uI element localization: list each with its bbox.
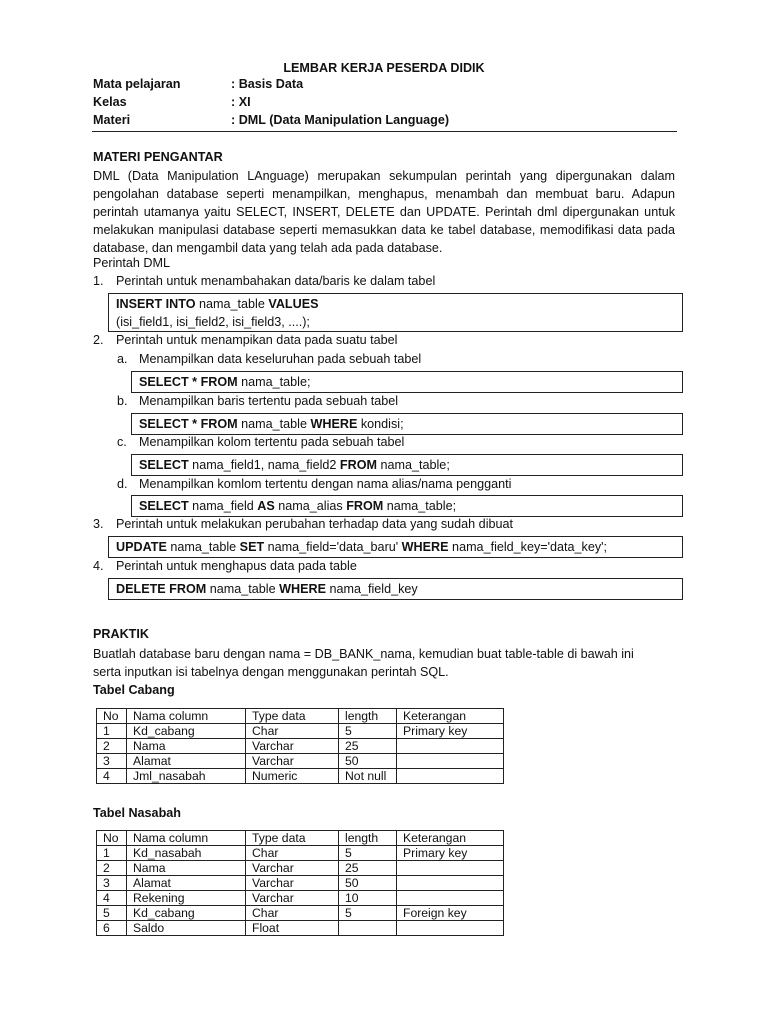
sql-text: nama_alias [274, 499, 347, 513]
praktik-heading: PRAKTIK [93, 627, 149, 641]
table-cell: Char [246, 724, 339, 739]
sql-keyword: INSERT INTO [116, 297, 196, 311]
meta-row-class [93, 95, 653, 109]
table-cell: Char [246, 906, 339, 921]
table-header-row [97, 831, 504, 846]
table-cell: 50 [339, 876, 397, 891]
sql-keyword: WHERE [310, 417, 358, 431]
table-cell: Primary key [397, 724, 504, 739]
table-cell: Not null [339, 769, 397, 784]
code-box-select-alias [131, 495, 683, 517]
table-row [97, 876, 504, 891]
sql-text: nama_field_key='data_key'; [448, 540, 608, 554]
sql-text: nama_table; [377, 458, 450, 472]
meta-row-subject [93, 77, 653, 91]
sql-keyword: DELETE FROM [116, 582, 207, 596]
table-row [97, 861, 504, 876]
sql-text: nama_table; [237, 375, 311, 389]
table-cell [397, 754, 504, 769]
meta-value: : XI [231, 95, 251, 109]
table-cell: Kd_cabang [127, 906, 246, 921]
table-cell: 25 [339, 739, 397, 754]
sql-keyword: SELECT * FROM [139, 375, 238, 389]
meta-row-topic [93, 113, 653, 127]
header-cell: Keterangan [397, 831, 504, 846]
table-cell: 5 [339, 724, 397, 739]
praktik-instruction-line1: Buatlah database baru dengan nama = DB_BANK_nama, kemudian buat table-table di bawah ini [93, 647, 634, 661]
table-cell [397, 891, 504, 906]
list-number: 3. [93, 517, 104, 531]
page-title: LEMBAR KERJA PESERDA DIDIK [283, 61, 485, 75]
table-cell: Varchar [246, 739, 339, 754]
table-cell [397, 739, 504, 754]
sub-item-d [117, 477, 511, 491]
sql-text: nama_table [195, 297, 269, 311]
table-cell: Kd_nasabah [127, 846, 246, 861]
sql-keyword: SELECT [139, 458, 189, 472]
list-text: Menampilkan baris tertentu pada sebuah tabel [139, 394, 399, 408]
table-row [97, 906, 504, 921]
table-cell: Numeric [246, 769, 339, 784]
table-cell: 3 [97, 876, 127, 891]
sql-text: nama_field_key [325, 582, 418, 596]
meta-value: : DML (Data Manipulation Language) [231, 113, 450, 127]
sql-text: nama_table; [383, 499, 457, 513]
header-cell: Type data [246, 831, 339, 846]
table-cell: Alamat [127, 754, 246, 769]
table-cell: 2 [97, 739, 127, 754]
code-box-select-where [131, 413, 683, 435]
table-cell: Primary key [397, 846, 504, 861]
list-item-select [93, 333, 397, 347]
table-cell: Varchar [246, 861, 339, 876]
sql-keyword: FROM [339, 458, 377, 472]
table-cell: Varchar [246, 891, 339, 906]
sql-text: nama_table [206, 582, 280, 596]
sql-keyword: AS [257, 499, 275, 513]
sub-item-b [117, 394, 398, 408]
list-number: 1. [93, 274, 104, 288]
table-row [97, 846, 504, 861]
meta-key: Mata pelajaran [93, 77, 181, 91]
materi-paragraph: DML (Data Manipulation LAnguage) merupakan sekumpulan perintah yang dipergunakan dalam pengolahan database seperti menampilkan, menghapus, menambah dan membuat baru. Adapun perintah utamanya yaitu SELECT, INSERT, DELETE dan UPDATE. Perintah dml dipergunakan untuk melakukan manipulasi database seperti memasukkan data ke tabel database, memodifikasi data pada database, dan mengambil data yang telah ada pada database. [93, 169, 675, 255]
list-text: Perintah untuk menambahakan data/baris ke dalam tabel [116, 274, 436, 288]
praktik-instruction-line2: serta inputkan isi tabelnya dengan menggunakan perintah SQL. [93, 665, 449, 679]
table-cabang [96, 708, 504, 784]
header-cell: Keterangan [397, 709, 504, 724]
table-row [97, 921, 504, 936]
list-number: 2. [93, 333, 104, 347]
table-header-row [97, 709, 504, 724]
table-cell: 1 [97, 724, 127, 739]
sql-keyword: WHERE [401, 540, 449, 554]
list-text: Menampilkan komlom tertentu dengan nama alias/nama pengganti [139, 477, 512, 491]
list-item-insert [93, 274, 435, 288]
table-cell: Varchar [246, 876, 339, 891]
table-cell: Nama [127, 739, 246, 754]
code-box-update [108, 536, 683, 558]
list-text: Perintah untuk melakukan perubahan terhadap data yang sudah dibuat [116, 517, 513, 531]
table-caption-cabang: Tabel Cabang [93, 683, 175, 697]
table-cell: 4 [97, 891, 127, 906]
code-box-select-all [131, 371, 683, 393]
list-item-delete [93, 559, 357, 573]
meta-key: Materi [93, 113, 131, 127]
code-box-select-columns [131, 454, 683, 476]
meta-key: Kelas [93, 95, 127, 109]
header-cell: Nama column [127, 709, 246, 724]
table-cell: 5 [97, 906, 127, 921]
table-cell [397, 921, 504, 936]
table-cell: 5 [339, 846, 397, 861]
table-cell: 1 [97, 846, 127, 861]
meta-value: : Basis Data [231, 77, 304, 91]
table-row [97, 724, 504, 739]
sub-item-c [117, 435, 404, 449]
table-cell: 2 [97, 861, 127, 876]
header-cell: Type data [246, 709, 339, 724]
table-cell: Rekening [127, 891, 246, 906]
table-cell: 4 [97, 769, 127, 784]
table-cell: Nama [127, 861, 246, 876]
sql-keyword: SELECT [139, 499, 189, 513]
list-number: c. [117, 435, 127, 449]
table-caption-nasabah: Tabel Nasabah [93, 806, 181, 820]
sql-text: nama_table [237, 417, 311, 431]
table-row [97, 769, 504, 784]
table-cell [397, 861, 504, 876]
table-cell [397, 769, 504, 784]
table-cell: Float [246, 921, 339, 936]
table-cell: Jml_nasabah [127, 769, 246, 784]
table-cell: Char [246, 846, 339, 861]
list-number: a. [117, 352, 128, 366]
table-cell: 3 [97, 754, 127, 769]
table-cell [339, 921, 397, 936]
sql-text: nama_field [188, 499, 258, 513]
list-number: 4. [93, 559, 104, 573]
table-row [97, 891, 504, 906]
sql-text: nama_field1, nama_field2 [188, 458, 340, 472]
header-cell: length [339, 831, 397, 846]
table-cell: 10 [339, 891, 397, 906]
list-number: b. [117, 394, 128, 408]
header-cell: length [339, 709, 397, 724]
table-row [97, 754, 504, 769]
materi-heading: MATERI PENGANTAR [93, 150, 223, 164]
table-cell: 25 [339, 861, 397, 876]
table-cell: Saldo [127, 921, 246, 936]
perintah-dml-label: Perintah DML [93, 256, 170, 270]
list-text: Menampilkan kolom tertentu pada sebuah tabel [139, 435, 405, 449]
sql-keyword: SELECT * FROM [139, 417, 238, 431]
table-cell: Kd_cabang [127, 724, 246, 739]
table-cell [397, 876, 504, 891]
list-number: d. [117, 477, 128, 491]
sql-keyword: FROM [346, 499, 384, 513]
sql-text: nama_table [166, 540, 240, 554]
table-cell: 50 [339, 754, 397, 769]
sub-item-a [117, 352, 421, 366]
table-cell: Alamat [127, 876, 246, 891]
header-cell: No [97, 831, 127, 846]
header-cell: Nama column [127, 831, 246, 846]
sql-text: (isi_field1, isi_field2, isi_field3, ....); [116, 315, 310, 329]
header-divider [92, 131, 677, 132]
sql-keyword: UPDATE [116, 540, 167, 554]
table-nasabah [96, 830, 504, 936]
sql-text: nama_field='data_baru' [264, 540, 402, 554]
table-row [97, 739, 504, 754]
sql-keyword: SET [239, 540, 265, 554]
table-cell: Foreign key [397, 906, 504, 921]
sql-keyword: WHERE [279, 582, 326, 596]
table-cell: Varchar [246, 754, 339, 769]
list-item-update [93, 517, 513, 531]
list-text: Perintah untuk menghapus data pada table [116, 559, 357, 573]
list-text: Perintah untuk menampikan data pada suatu tabel [116, 333, 398, 347]
table-cell: 6 [97, 921, 127, 936]
sql-text: kondisi; [357, 417, 404, 431]
code-box-insert [108, 293, 683, 332]
code-box-delete [108, 578, 683, 600]
header-cell: No [97, 709, 127, 724]
list-text: Menampilkan data keseluruhan pada sebuah tabel [139, 352, 422, 366]
table-cell: 5 [339, 906, 397, 921]
sql-keyword: VALUES [268, 297, 319, 311]
